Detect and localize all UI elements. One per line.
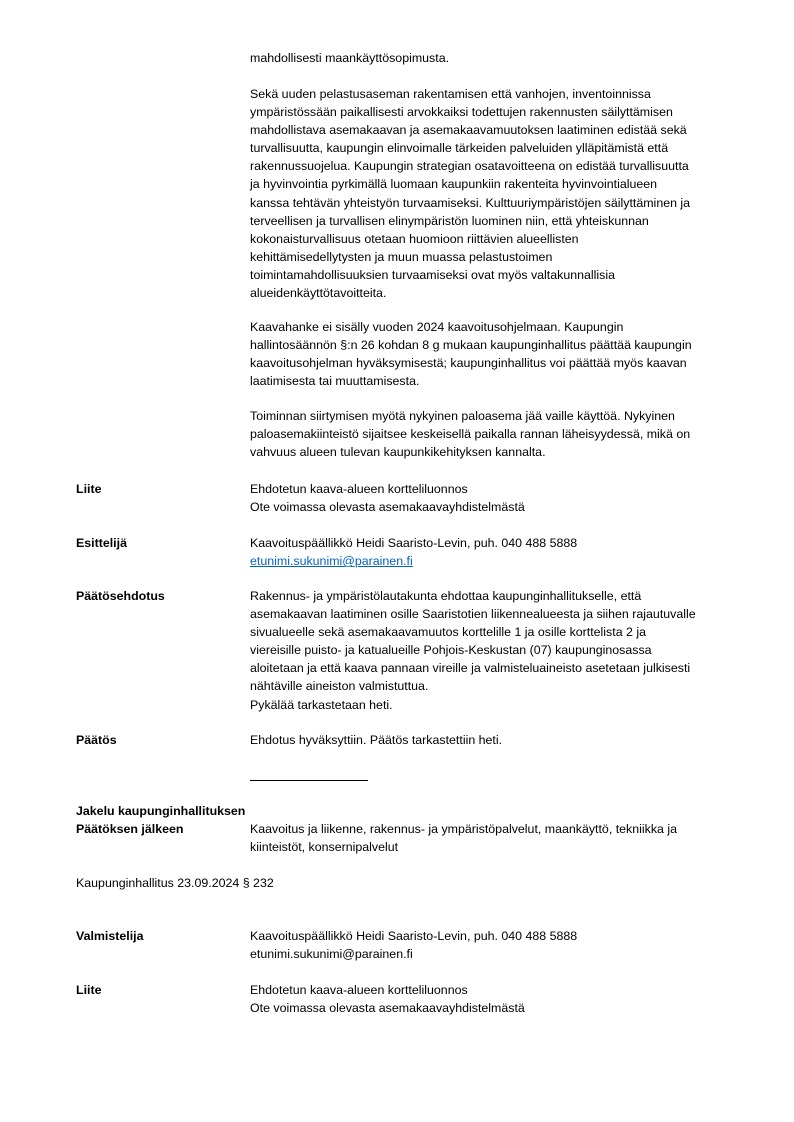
text-line: ympäristössään paikallisesti arvokkaiksi todettujen rakennusten säilyttämisen <box>250 105 673 120</box>
attachment-item: Ote voimassa olevasta asemakaavayhdistelmästä <box>250 1001 525 1016</box>
text-line: sivualueelle sekä asemakaavamuutos korttelille 1 ja osille korttelista 2 ja <box>250 625 647 640</box>
esittelija-value <box>250 534 577 570</box>
section-header: Kaupunginhallitus 23.09.2024 § 232 <box>76 876 274 890</box>
jakelu-value <box>250 820 677 856</box>
text-line: Toiminnan siirtymisen myötä nykyinen paloasema jää vaille käyttöä. Nykyinen <box>250 409 675 423</box>
text-line: Pykälää tarkastetaan heti. <box>250 697 393 712</box>
text-line: rakennussuojelua. Kaupungin strategian osatavoitteena on edistää turvallisuutta <box>250 159 689 174</box>
text-line: turvallisuutta, kaupungin elinvoimalle tärkeiden palveluiden ylläpitämistä että <box>250 141 669 156</box>
liite-label-2: Liite <box>76 983 102 997</box>
text-line: Kaavoitus ja liikenne, rakennus- ja ympäristöpalvelut, maankäyttö, tekniikka ja <box>250 822 678 836</box>
text-line: terveellisen ja turvallisen elinympäristön luominen niin, että yhteiskunnan <box>250 213 649 228</box>
text-line: viereisille puisto- ja katualueille Pohjois-Keskustan (07) kaupunginosassa <box>250 643 652 658</box>
text-line: nähtäville aineiston valmistuttua. <box>250 679 429 694</box>
text-line: kehittämisedellytysten ja muun muassa pelastustoimen <box>250 249 553 264</box>
text-line: kokonaisturvallisuus otetaan huomioon riittävien alueellisten <box>250 231 579 246</box>
text-line: hallintosäännön §:n 26 kohdan 8 g mukaan kaupunginhallitus päättää kaupungin <box>250 338 692 353</box>
intro-paragraph-3 <box>250 407 745 461</box>
intro-paragraph-2 <box>250 318 745 390</box>
attachment-item: Ehdotetun kaava-alueen kortteliluonnos <box>250 983 468 997</box>
paatosehdotus-label: Päätösehdotus <box>76 589 165 603</box>
intro-paragraph-1 <box>250 85 745 302</box>
text-line: mahdollisesti maankäyttösopimusta. <box>250 51 450 65</box>
jakelu-label: Jakelu kaupunginhallituksen <box>76 804 246 818</box>
liite-value-2 <box>250 981 525 1017</box>
text-line: paloasemakiinteistö sijaitsee keskeisellä paikalla rannan läheisyydessä, mikä on <box>250 427 691 442</box>
preparer-contact: Kaavoituspäällikkö Heidi Saaristo-Levin, puh. 040 488 5888 <box>250 929 578 943</box>
attachment-item: Ote voimassa olevasta asemakaavayhdistelmästä <box>250 500 525 515</box>
text-line: kanssa tehtävän yhteistyön turvaamiseksi. Kulttuuriympäristöjen säilyttäminen ja <box>250 195 691 210</box>
text-line: Sekä uuden pelastusaseman rakentamisen että vanhojen, inventoinnissa <box>250 87 651 101</box>
esittelija-label: Esittelijä <box>76 536 127 550</box>
valmistelija-value <box>250 927 577 963</box>
presenter-email-link[interactable]: etunimi.sukunimi@parainen.fi <box>250 554 413 569</box>
liite-value <box>250 480 525 516</box>
text-line: asemakaavan laatiminen osille Saaristotien liikennealueesta ja siihen rajautuvalle <box>250 607 696 622</box>
text-line: laatimisesta tai muuttamisesta. <box>250 374 420 389</box>
text-line: alueidenkäyttötavoitteita. <box>250 286 387 301</box>
preparer-email: etunimi.sukunimi@parainen.fi <box>250 947 413 962</box>
valmistelija-label: Valmistelija <box>76 929 144 943</box>
text-line: Kaavahanke ei sisälly vuoden 2024 kaavoitusohjelmaan. Kaupungin <box>250 320 624 334</box>
presenter-contact: Kaavoituspäällikkö Heidi Saaristo-Levin, puh. 040 488 5888 <box>250 536 578 550</box>
text-line: toimintamahdollisuuksien turvaamiseksi ovat myös valtakunnallisia <box>250 267 615 282</box>
text-line: Rakennus- ja ympäristölautakunta ehdottaa kaupunginhallitukselle, että <box>250 589 642 603</box>
text-line: mahdollistava asemakaavan ja asemakaavamuutoksen laatiminen edistää sekä <box>250 123 687 138</box>
text-line: ja hyvinvointia pyrkimällä luomaan kaupunkiin rakenteita hyvinvointialueen <box>250 177 658 192</box>
liite-label: Liite <box>76 482 102 496</box>
intro-paragraph-0 <box>250 49 745 67</box>
attachment-item: Ehdotetun kaava-alueen kortteliluonnos <box>250 482 468 496</box>
paatosehdotus-text <box>250 587 745 714</box>
paatos-label: Päätös <box>76 733 117 747</box>
paatos-text: Ehdotus hyväksyttiin. Päätös tarkastettiin heti. <box>250 733 503 747</box>
jakelu-label-2: Päätöksen jälkeen <box>76 822 184 836</box>
text-line: kiinteistöt, konsernipalvelut <box>250 840 399 855</box>
text-line: aloitetaan ja että kaava pannaan vireille ja valmisteluaineisto asetetaan julkisesti <box>250 661 691 676</box>
signature-rule <box>250 780 368 781</box>
text-line: kaavoitusohjelman hyväksymisestä; kaupunginhallitus voi päättää myös kaavan <box>250 356 687 371</box>
text-line: vahvuus alueen tulevan kaupunkikehityksen kannalta. <box>250 445 546 460</box>
